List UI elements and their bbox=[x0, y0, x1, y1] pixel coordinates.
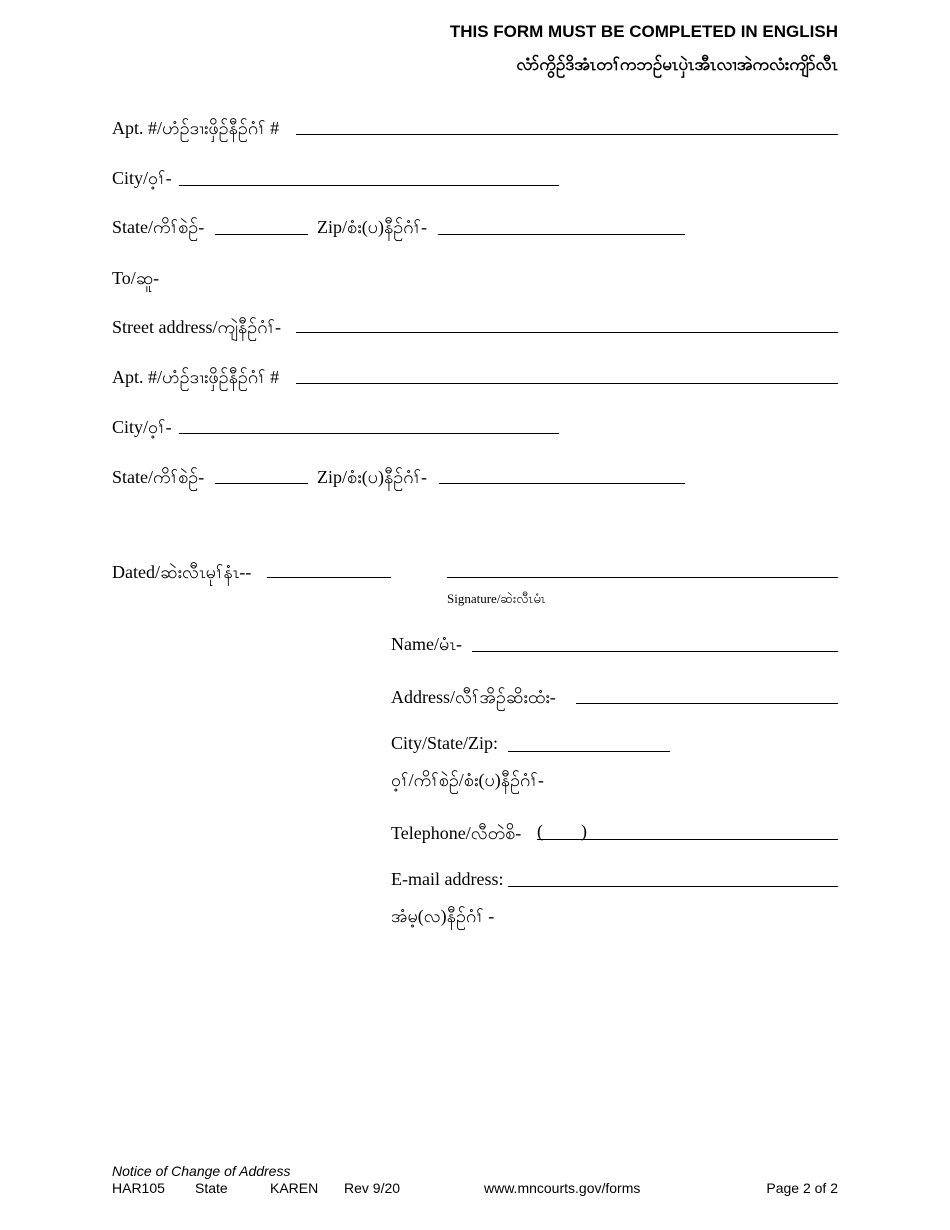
to-apt-label: Apt. #/ဟံဉ်ဒၢးဖှိဉ်နီဉ်ဂံၢ် # bbox=[112, 367, 280, 387]
signature-caption: Signature/ဆဲးလီၤမံၤ bbox=[447, 591, 546, 606]
address-field[interactable] bbox=[576, 703, 838, 704]
address-label: Address/လီၢ်အိဉ်ဆိးထံး- bbox=[391, 687, 556, 707]
to-street-field[interactable] bbox=[296, 332, 838, 333]
email-field[interactable] bbox=[508, 886, 838, 887]
from-apt-field[interactable] bbox=[296, 134, 838, 135]
name-label: Name/မံၤ- bbox=[391, 634, 463, 654]
language-requirement-heading: THIS FORM MUST BE COMPLETED IN ENGLISH bbox=[449, 22, 838, 41]
from-city-label: City/ဝ့ၢ်- bbox=[112, 168, 172, 188]
phone-area-close: ) bbox=[581, 821, 587, 841]
phone-area-open: ( bbox=[537, 821, 543, 841]
to-city-field[interactable] bbox=[179, 433, 559, 434]
footer-form-code: HAR105 bbox=[112, 1180, 165, 1196]
signature-field[interactable] bbox=[447, 577, 838, 578]
name-field[interactable] bbox=[472, 651, 838, 652]
footer-form-title: Notice of Change of Address bbox=[112, 1163, 291, 1179]
language-requirement-heading-karen: လံာ်ကွိဉ်ဒိအံၤတၢ်ကဘဉ်မၤပှဲၤအီၤလၢအဲကလံးကျိာ်လီၤ bbox=[516, 55, 838, 74]
to-state-label: State/ကိၢ်စဲဉ်- bbox=[112, 467, 205, 487]
city-state-zip-label: City/State/Zip: bbox=[391, 733, 498, 753]
to-zip-label: Zip/စံး(ပ)နီဉ်ဂံၢ်- bbox=[317, 467, 428, 487]
from-city-field[interactable] bbox=[179, 185, 559, 186]
city-state-zip-field[interactable] bbox=[508, 751, 670, 752]
from-zip-label: Zip/စံး(ပ)နီဉ်ဂံၢ်- bbox=[317, 217, 428, 237]
to-state-field[interactable] bbox=[215, 483, 308, 484]
email-label: E-mail address: bbox=[391, 869, 504, 889]
footer-language: KAREN bbox=[270, 1180, 319, 1196]
city-state-zip-karen-label: ဝ့ၢ်/ကိၢ်စဲဉ်/စံး(ပ)နီဉ်ဂံၢ်- bbox=[391, 770, 544, 790]
footer-website[interactable]: www.mncourts.gov/forms bbox=[484, 1180, 641, 1196]
to-zip-field[interactable] bbox=[439, 483, 685, 484]
dated-field[interactable] bbox=[267, 577, 391, 578]
to-street-label: Street address/ကျဲနီဉ်ဂံၢ်- bbox=[112, 317, 281, 337]
email-karen-label: အံမ့(လ)နီဉ်ဂံၢ် - bbox=[391, 906, 495, 926]
from-zip-field[interactable] bbox=[438, 234, 685, 235]
from-apt-label: Apt. #/ဟံဉ်ဒၢးဖှိဉ်နီဉ်ဂံၢ် # bbox=[112, 118, 280, 138]
from-state-label: State/ကိၢ်စဲဉ်- bbox=[112, 217, 205, 237]
from-state-field[interactable] bbox=[215, 234, 308, 235]
telephone-label: Telephone/လီတဲစိ- bbox=[391, 823, 522, 843]
footer-revision: Rev 9/20 bbox=[344, 1180, 401, 1196]
to-apt-field[interactable] bbox=[296, 383, 838, 384]
dated-label: Dated/ဆဲးလီၤမုၢ်နံၤ-- bbox=[112, 562, 252, 582]
to-city-label: City/ဝ့ၢ်- bbox=[112, 417, 172, 437]
footer-jurisdiction: State bbox=[195, 1180, 228, 1196]
to-label: To/ဆူ- bbox=[112, 268, 160, 288]
footer-page-number: Page 2 of 2 bbox=[766, 1180, 838, 1196]
